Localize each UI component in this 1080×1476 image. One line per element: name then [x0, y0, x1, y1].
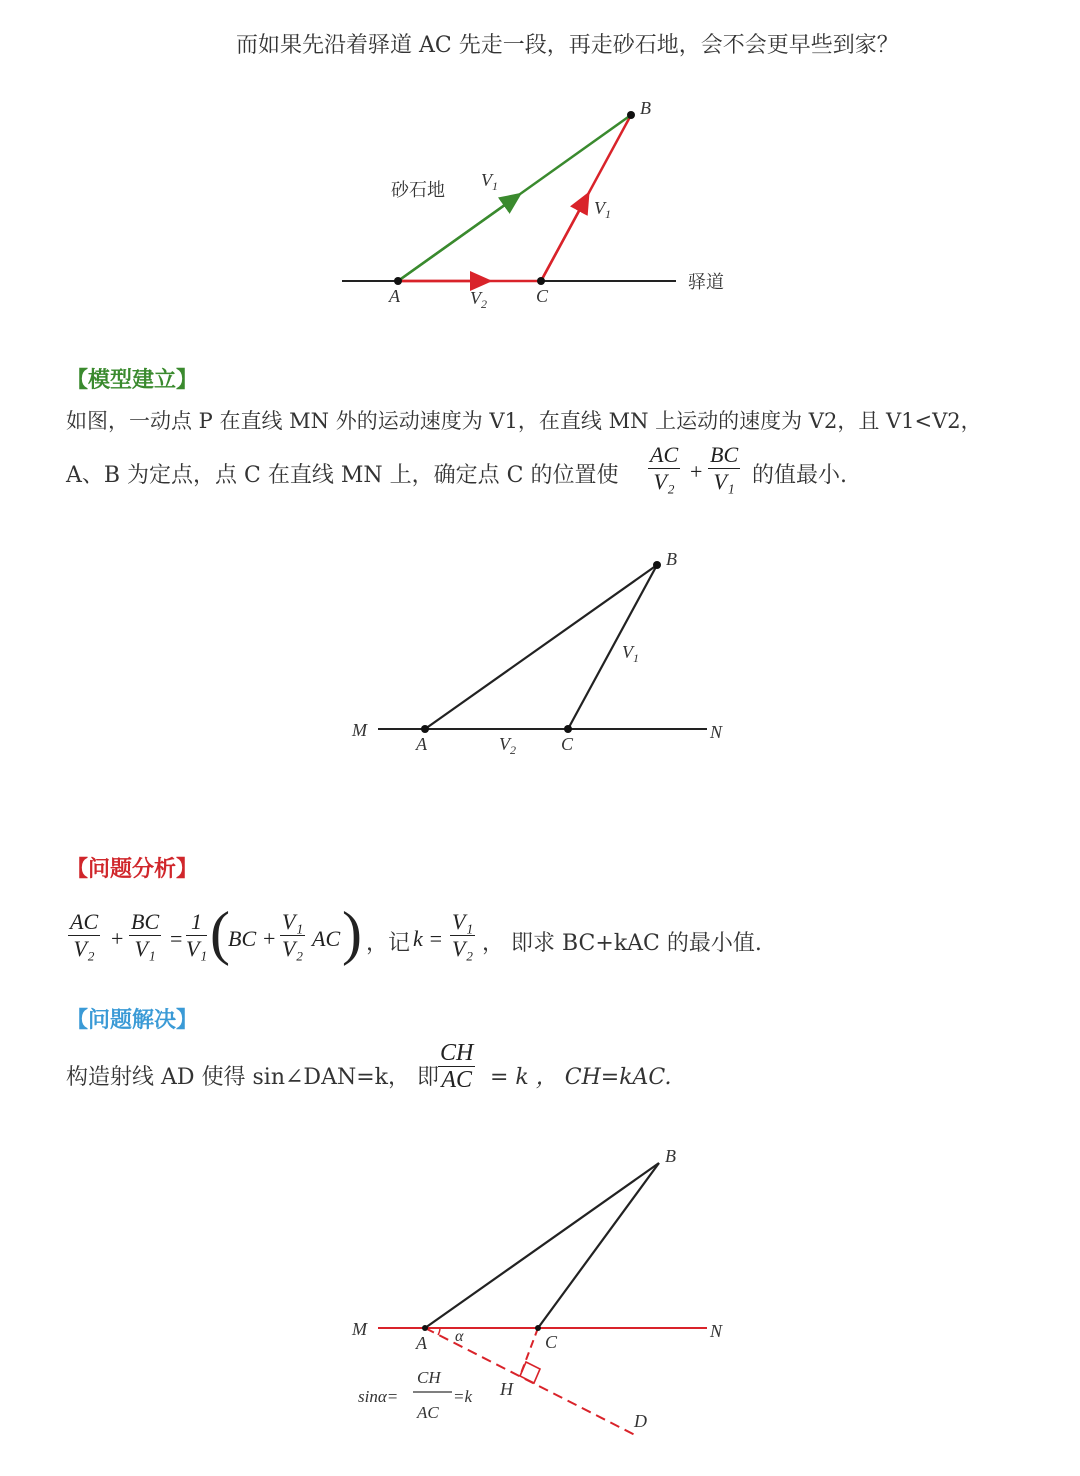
- model-fraction-bc-v1: $\frac{BC}{\text{V₁}}$: [710, 442, 739, 494]
- label-a: A: [416, 1333, 427, 1353]
- analysis-k-equals: k =: [413, 926, 444, 951]
- intro-question: 而如果先沿着驿道 AC 先走一段，再走砂石地，会不会更早些到家？: [236, 33, 899, 58]
- label-n: N: [710, 722, 723, 742]
- analysis-frac-k: $\frac{\text{V₁}}{\text{V₂}}$: [452, 909, 474, 961]
- analysis-note-b: ， 即求 BC+kAC 的最小值.: [482, 931, 762, 956]
- analysis-paren-right: ): [342, 900, 362, 966]
- label-sin-den: AC: [417, 1403, 439, 1422]
- label-v1: $V_1$: [622, 642, 639, 665]
- label-n: N: [710, 1321, 723, 1341]
- label-v1-green: $V_1$: [481, 170, 498, 193]
- label-c: C: [536, 286, 549, 306]
- label-gravel: 砂石地: [391, 180, 445, 201]
- analysis-bc-plus: BC +: [228, 926, 277, 951]
- label-sin: sinα=: [358, 1387, 399, 1406]
- angle-alpha-arc: [438, 1328, 440, 1335]
- label-b: B: [640, 98, 651, 118]
- label-d: D: [634, 1411, 647, 1431]
- model-line-2b: 的值最小.: [752, 463, 847, 488]
- label-a: A: [389, 286, 400, 306]
- label-v2: $V_2$: [499, 734, 516, 757]
- label-sin-eq: =k: [453, 1387, 473, 1406]
- label-c: C: [545, 1332, 558, 1352]
- label-m: M: [352, 1319, 367, 1339]
- analysis-heading: 【问题分析】: [66, 856, 199, 882]
- label-h: H: [500, 1379, 513, 1399]
- label-b: B: [665, 1146, 676, 1166]
- point-a: [422, 1325, 428, 1331]
- label-road: 驿道: [688, 272, 724, 293]
- analysis-note-a: ，记: [366, 931, 411, 956]
- label-m: M: [352, 720, 367, 740]
- label-c: C: [561, 734, 574, 754]
- model-line-1: 如图，一动点 P 在直线 MN 外的运动速度为 V1，在直线 MN 上运动的速度为 V2，且 V1<V2，: [66, 409, 982, 433]
- segment-ab: [425, 1163, 659, 1328]
- analysis-paren-left: (: [210, 900, 230, 966]
- label-a: A: [416, 734, 427, 754]
- model-fraction-ac-v2: $\frac{AC}{\text{V₂}}$: [650, 442, 679, 494]
- analysis-plus: +: [111, 926, 124, 951]
- solution-heading: 【问题解决】: [66, 1007, 199, 1033]
- label-v2: $V_2$: [470, 288, 487, 311]
- model-heading: 【模型建立】: [66, 367, 199, 393]
- model-line-2a: A、B 为定点，点 C 在直线 MN 上，确定点 C 的位置使: [66, 463, 619, 488]
- segment-cb: [538, 1163, 659, 1328]
- model-plus: +: [690, 459, 703, 484]
- solution-frac-ch-ac: $\frac{CH}{AC}$: [440, 1040, 474, 1093]
- analysis-ac: AC: [312, 926, 341, 951]
- label-b: B: [666, 549, 677, 569]
- analysis-equals: =: [170, 926, 183, 951]
- label-sin-num: CH: [417, 1368, 441, 1387]
- point-c: [535, 1325, 541, 1331]
- solution-line-a: 构造射线 AD 使得 sin∠DAN=k， 即: [66, 1065, 439, 1090]
- analysis-frac-1-v1: $\frac{1}{\text{V₁}}$: [186, 909, 208, 961]
- right-angle-mark: [520, 1362, 540, 1383]
- solution-line-b: = k ， CH=kAC.: [490, 1065, 672, 1090]
- analysis-frac-ac-v2: $\frac{AC}{\text{V₂}}$: [70, 909, 99, 961]
- analysis-frac-bc-v1: $\frac{BC}{\text{V₁}}$: [131, 909, 160, 961]
- label-alpha: α: [455, 1328, 464, 1345]
- label-v1-red: $V_1$: [594, 198, 611, 221]
- analysis-frac-v1-v2: $\frac{\text{V₁}}{\text{V₂}}$: [282, 909, 304, 961]
